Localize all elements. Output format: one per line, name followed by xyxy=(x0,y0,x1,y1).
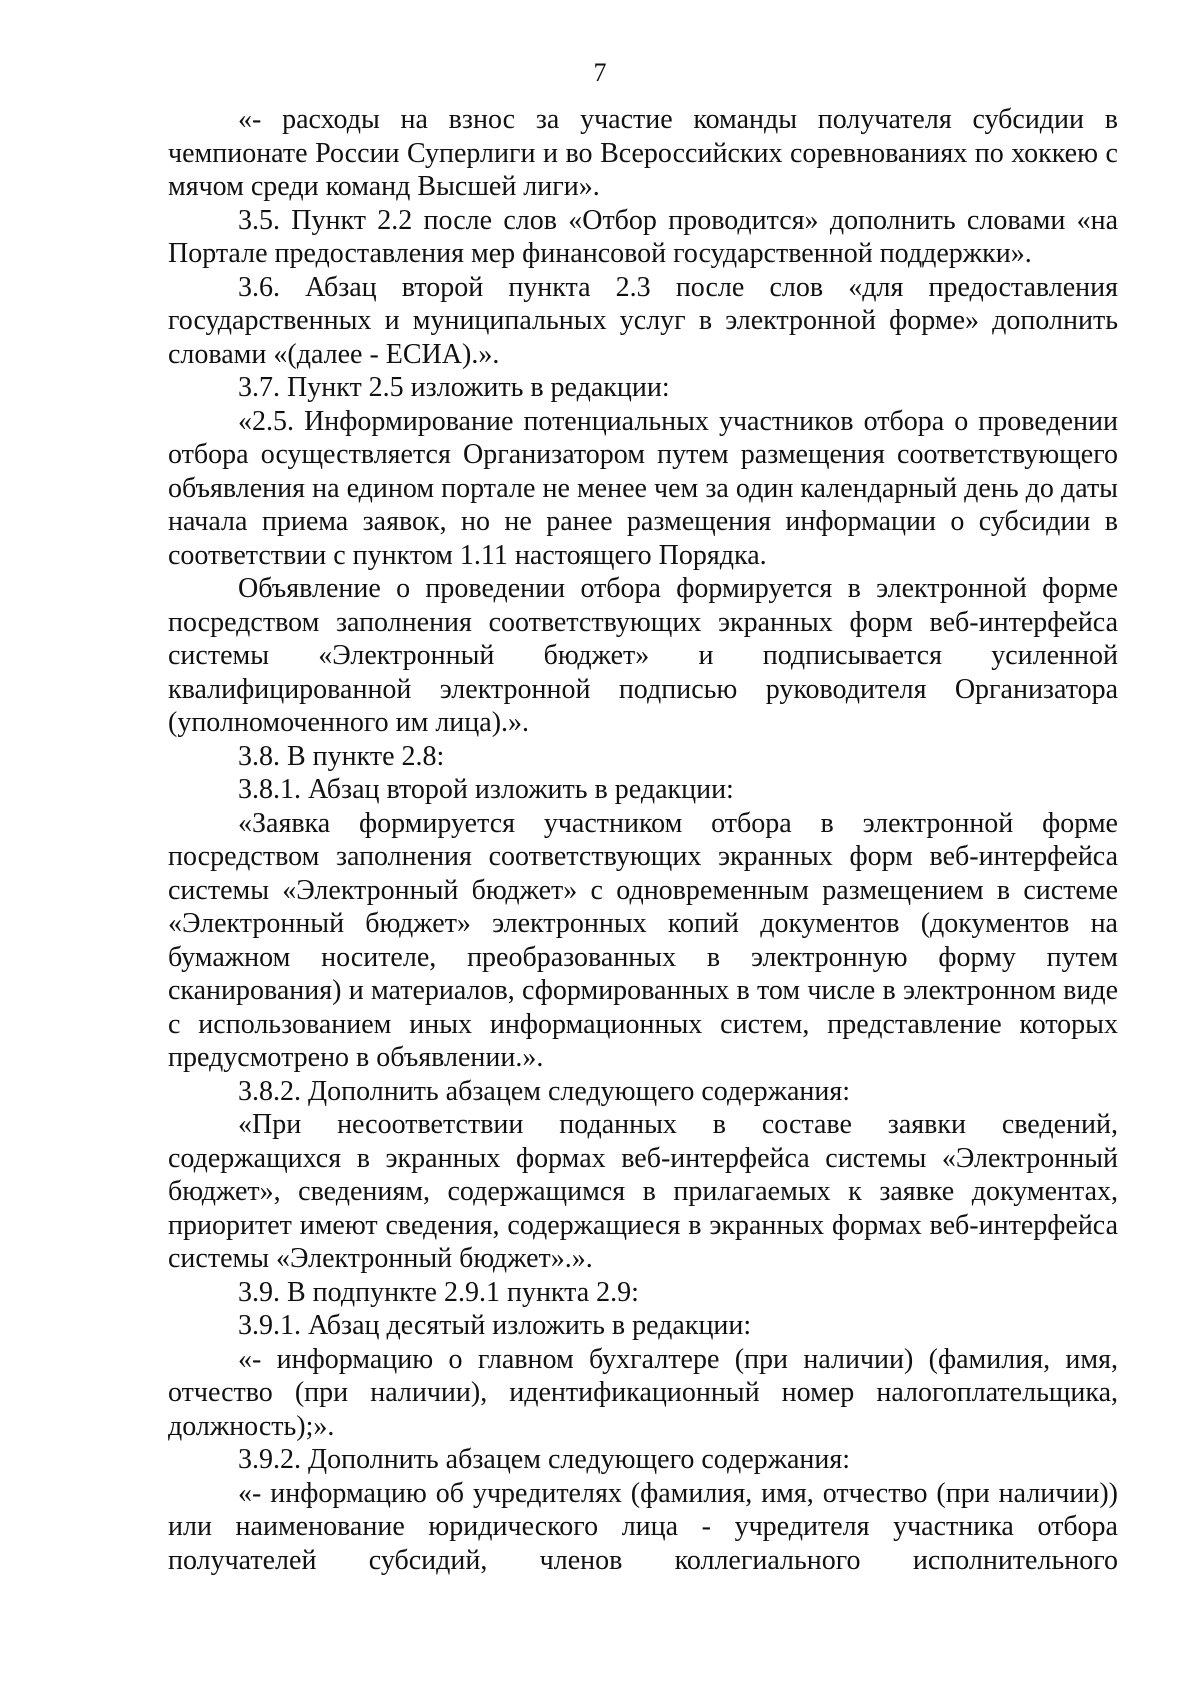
paragraph: 3.9.1. Абзац десятый изложить в редакции: xyxy=(238,1310,752,1341)
paragraph: 3.6. Абзац второй пункта 2.3 после слов «для предоставления государственных и муниципальных услуг в электронной форме» дополнить словами «(далее - ЕСИА).». xyxy=(168,271,1118,370)
paragraph: 3.9.2. Дополнить абзацем следующего содержания: xyxy=(238,1444,851,1475)
paragraph: 3.7. Пункт 2.5 изложить в редакции: xyxy=(238,372,670,403)
paragraph: 3.5. Пункт 2.2 после слов «Отбор проводится» дополнить словами «на Портале предоставления мер финансовой государственной поддержки». xyxy=(168,204,1118,269)
paragraph: 3.9. В подпункте 2.9.1 пункта 2.9: xyxy=(238,1276,639,1308)
page-number: 7 xyxy=(593,58,607,87)
document-body xyxy=(168,103,1118,1577)
paragraph: «- расходы на взнос за участие команды получателя субсидии в чемпионате России Суперлиги и во Всероссийских соревнованиях по хоккею с мячом среди команд Высшей лиги». xyxy=(168,104,1118,202)
paragraph: «При несоответствии поданных в составе заявки сведений, содержащихся в экранных формах веб-интерфейса системы «Электронный бюджет», сведениям, содержащимся в прилагаемых к заявке документах, приоритет имеют сведения, содержащиеся в экранных формах веб-интерфейса системы «Электронный бюджет».». xyxy=(168,1109,1118,1274)
paragraph: 3.8. В пункте 2.8: xyxy=(238,740,445,772)
paragraph: «2.5. Информирование потенциальных участников отбора о проведении отбора осуществляется Организатором путем размещения соответствующего объявления на едином портале не менее чем за один календарный день до даты начала приема заявок, но не ранее размещения информации о субсидии в соответствии с пунктом 1.11 настоящего Порядка. xyxy=(168,405,1118,571)
paragraph: «Заявка формируется участником отбора в электронной форме посредством заполнения соответствующих экранных форм веб-интерфейса системы «Электронный бюджет» с одновременным размещением в системе «Электронный бюджет» электронных копий документов (документов на бумажном носителе, преобразованных в электронную форму путем сканирования) и материалов, сформированных в том числе в электронном виде с использованием иных информационных систем, представление которых предусмотрено в объявлении.». xyxy=(168,807,1118,1073)
paragraph: «- информацию об учредителях (фамилия, имя, отчество (при наличии)) или наименование юридического лица - учредителя участника отбора получателей субсидий, членов коллегиального исполнительного xyxy=(168,1477,1118,1576)
paragraph: Объявление о проведении отбора формируется в электронной форме посредством заполнения соответствующих экранных форм веб-интерфейса системы «Электронный бюджет» и подписывается усиленной квалифицированной электронной подписью руководителя Организатора (уполномоченного им лица).». xyxy=(168,573,1118,738)
paragraph: «- информацию о главном бухгалтере (при наличии) (фамилия, имя, отчество (при наличии), идентификационный номер налогоплательщика, должность);». xyxy=(168,1343,1118,1442)
paragraph: 3.8.2. Дополнить абзацем следующего содержания: xyxy=(238,1075,851,1107)
paragraph: 3.8.1. Абзац второй изложить в редакции: xyxy=(238,774,734,805)
